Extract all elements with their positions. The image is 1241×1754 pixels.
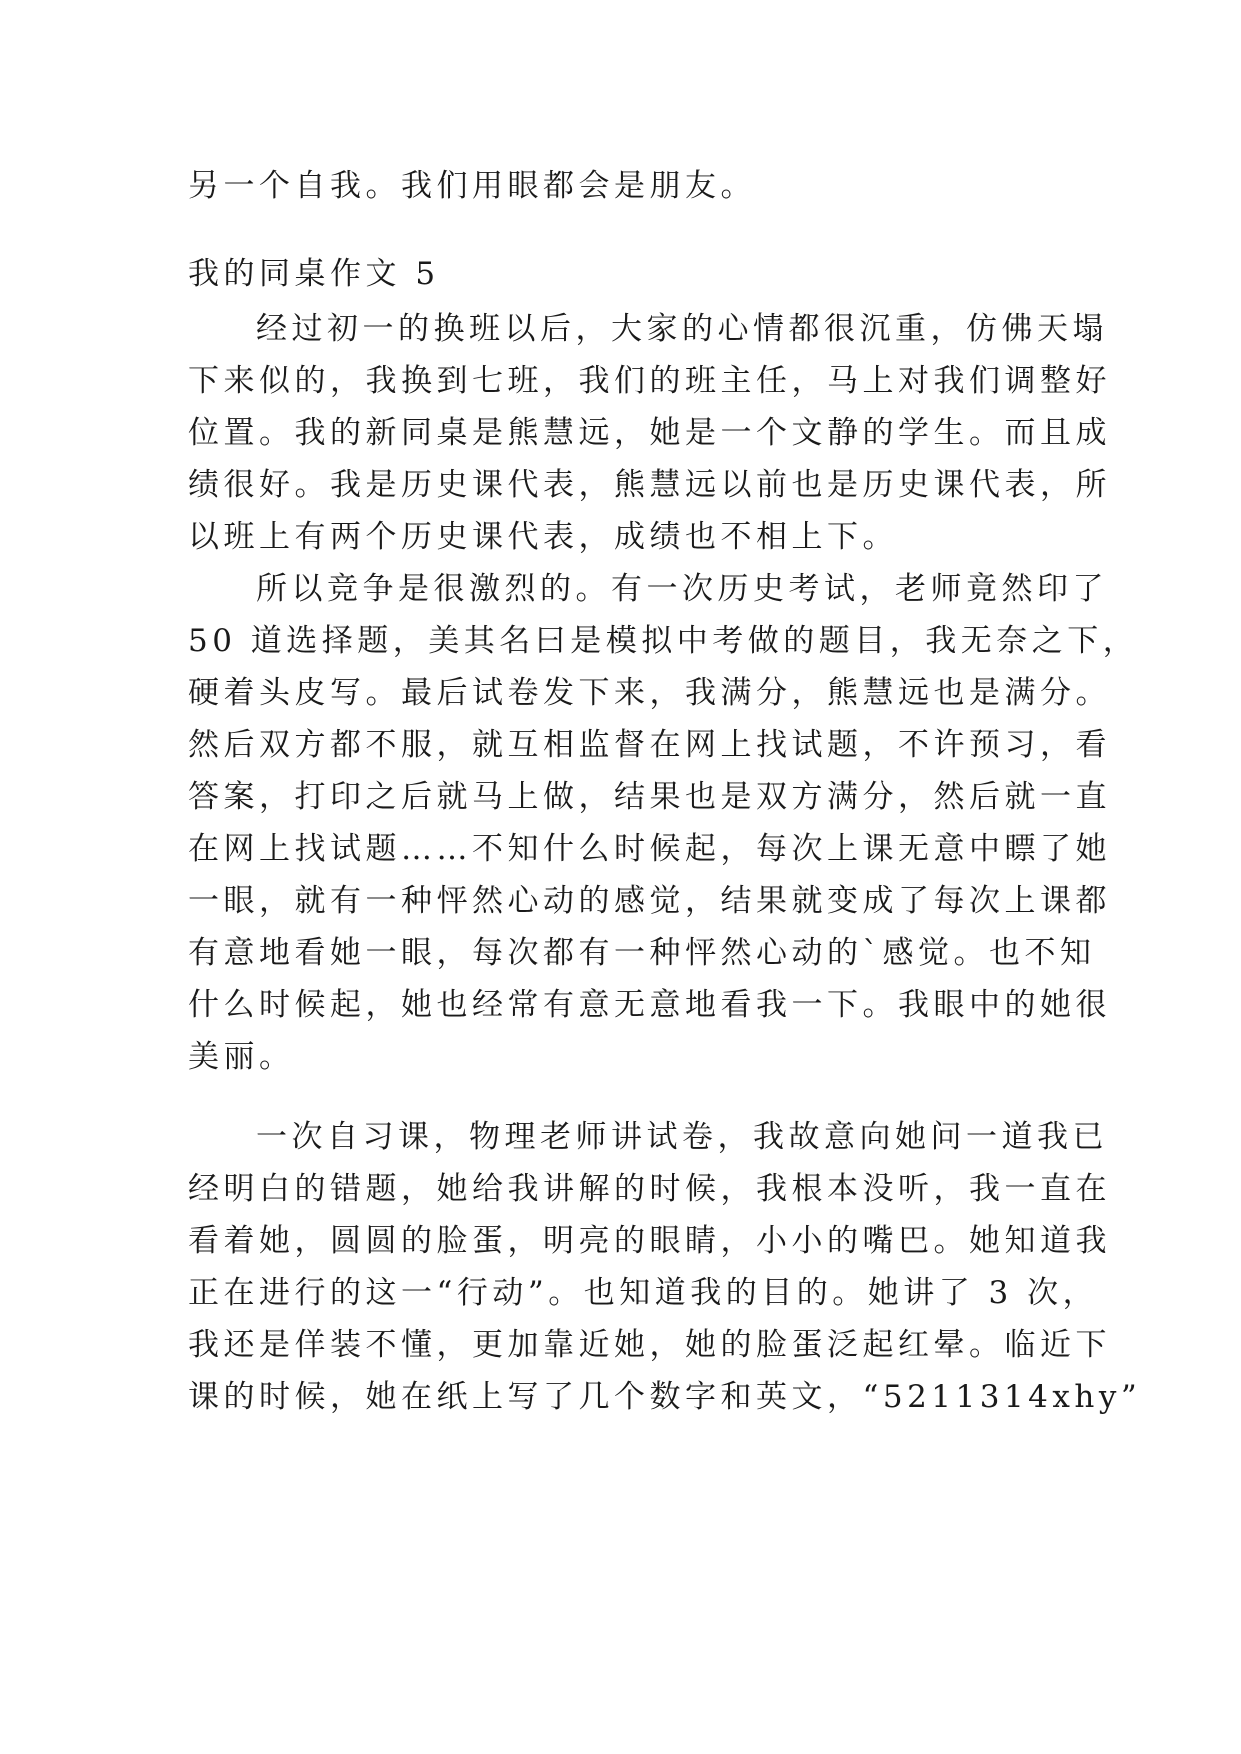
paragraph-line: 课的时候，她在纸上写了几个数字和英文，“5211314xhy” (188, 1379, 1142, 1415)
paragraph-line: 所以竞争是很激烈的。有一次历史考试，老师竟然印了 (256, 571, 1108, 607)
paragraph-line: 然后双方都不服，就互相监督在网上找试题，不许预习，看 (188, 727, 1111, 763)
paragraph-line: 50 道选择题，美其名曰是模拟中考做的题目，我无奈之下， (188, 623, 1139, 659)
paragraph-line: 硬着头皮写。最后试卷发下来，我满分，熊慧远也是满分。 (188, 675, 1111, 711)
paragraph-line: 下来似的，我换到七班，我们的班主任，马上对我们调整好 (188, 363, 1111, 399)
lead-line: 另一个自我。我们用眼都会是朋友。 (188, 168, 756, 204)
paragraph-line: 绩很好。我是历史课代表，熊慧远以前也是历史课代表，所 (188, 467, 1111, 503)
paragraph-line: 看着她，圆圆的脸蛋，明亮的眼睛，小小的嘴巴。她知道我 (188, 1223, 1111, 1259)
paragraph-line: 经明白的错题，她给我讲解的时候，我根本没听，我一直在 (188, 1171, 1111, 1207)
paragraph-line: 答案，打印之后就马上做，结果也是双方满分，然后就一直 (188, 779, 1111, 815)
paragraph-line: 位置。我的新同桌是熊慧远，她是一个文静的学生。而且成 (188, 415, 1111, 451)
paragraph-line: 我还是佯装不懂，更加靠近她，她的脸蛋泛起红晕。临近下 (188, 1327, 1111, 1363)
paragraph-line: 美丽。 (188, 1039, 295, 1075)
paragraph-line: 一眼，就有一种怦然心动的感觉，结果就变成了每次上课都 (188, 883, 1111, 919)
paragraph-line: 有意地看她一眼，每次都有一种怦然心动的`感觉。也不知 (188, 935, 1096, 971)
paragraph-line: 在网上找试题……不知什么时候起，每次上课无意中瞟了她 (188, 831, 1111, 867)
section-title: 我的同桌作文 5 (188, 256, 440, 292)
paragraph-line: 一次自习课，物理老师讲试卷，我故意向她问一道我已 (256, 1119, 1108, 1155)
paragraph-line: 什么时候起，她也经常有意无意地看我一下。我眼中的她很 (188, 987, 1111, 1023)
paragraph-line: 经过初一的换班以后，大家的心情都很沉重，仿佛天塌 (256, 311, 1108, 347)
paragraph-line: 以班上有两个历史课代表，成绩也不相上下。 (188, 519, 898, 555)
paragraph-line: 正在进行的这一“行动”。也知道我的目的。她讲了 3 次， (188, 1275, 1099, 1311)
